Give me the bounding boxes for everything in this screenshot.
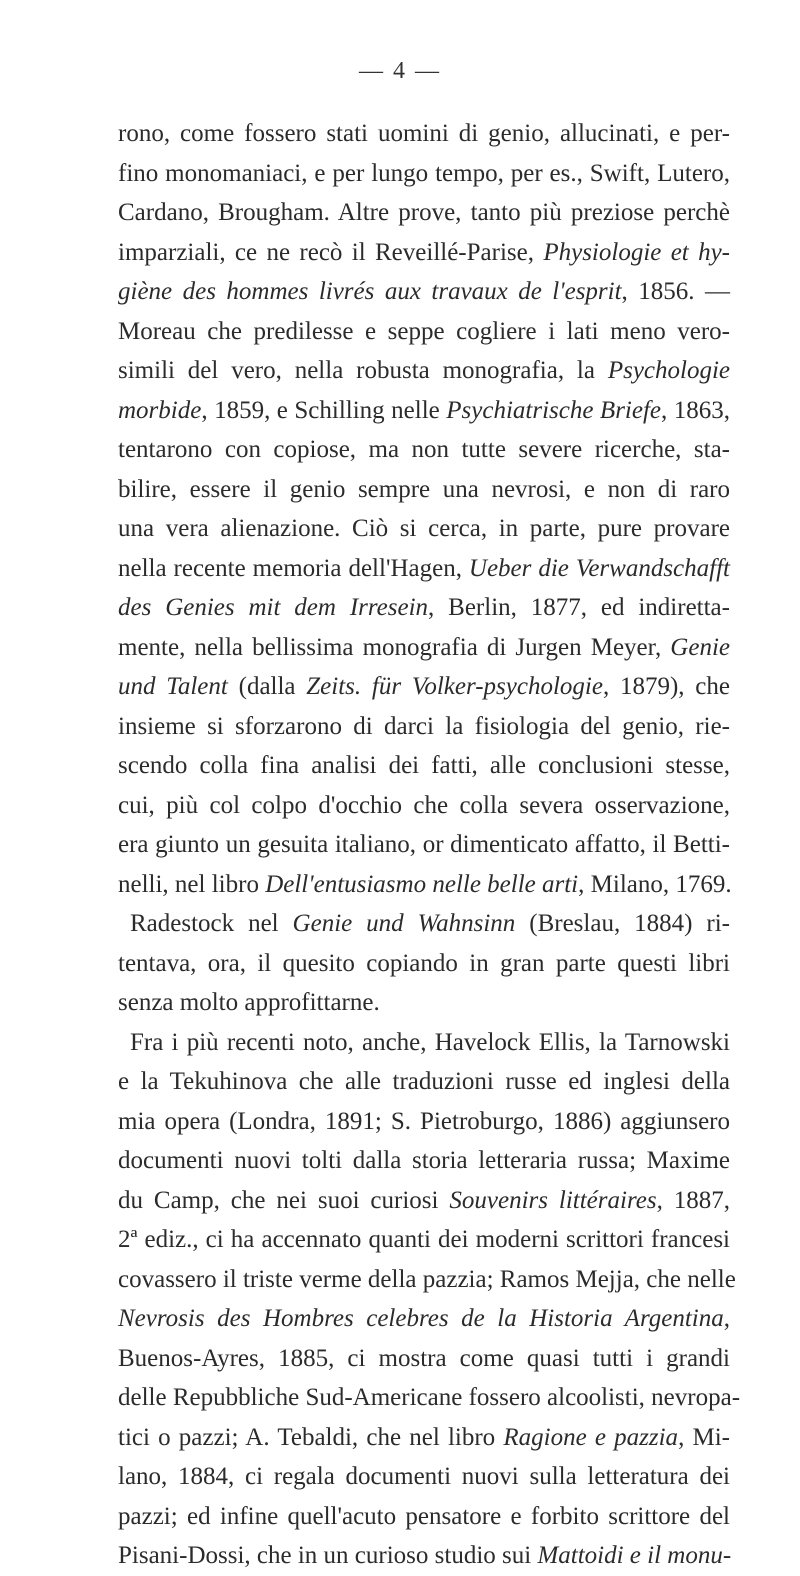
text-segment: (Breslau, 1884) ri- [515, 910, 730, 937]
text-segment: scendo colla fina analisi dei fatti, alle conclusioni stesse, [118, 752, 730, 779]
italic-title: Nevrosis des Hombres celebres de la Historia Argentina [118, 1305, 724, 1332]
text-segment: tici o pazzi; A. Tebaldi, che nel libro [118, 1423, 504, 1451]
text-segment: nelli, nel libro [118, 870, 266, 898]
italic-title: und Talent [118, 673, 228, 700]
italic-title: Genie [670, 633, 730, 661]
text-line [118, 351, 730, 391]
text-segment: nella recente memoria dell'Hagen, [118, 554, 469, 582]
text-line [118, 233, 730, 273]
text-line [118, 272, 730, 312]
text-segment: cui, più col colpo d'occhio che colla severa osservazione, [118, 791, 730, 819]
text-segment: imparziali, ce ne recò il Reveillé-Parise, [118, 238, 544, 266]
italic-title: des Genies mit dem Irresein [118, 594, 429, 621]
text-segment: Moreau che predilesse e seppe cogliere i lati meno vero- [118, 317, 730, 345]
text-segment: , [723, 1305, 730, 1332]
text-line [118, 1339, 730, 1379]
text-segment: du Camp, che nei suoi curiosi [118, 1186, 450, 1214]
text-line [118, 114, 730, 154]
text-segment: e la Tekuhinova che alle traduzioni russe ed inglesi della [118, 1068, 730, 1095]
italic-title: Psychologie [607, 357, 730, 384]
text-segment: lano, 1884, ci regala documenti nuovi sulla letteratura dei [118, 1463, 730, 1490]
text-segment: , 1863, [661, 396, 731, 424]
italic-title: Dell'entusiasmo nelle belle arti [265, 870, 579, 898]
text-segment: , Mi- [678, 1423, 730, 1451]
text-line [118, 1260, 736, 1300]
italic-title: morbide [118, 396, 202, 424]
text-segment: tentarono con copiose, ma non tutte severe ricerche, sta- [118, 436, 730, 463]
text-line [118, 746, 730, 786]
text-line [118, 628, 730, 668]
text-segment: , Berlin, 1877, ed indiretta- [428, 594, 730, 621]
text-segment: , 1859, e Schilling nelle [201, 396, 447, 424]
text-line [118, 1457, 730, 1497]
text-segment: Radestock nel [130, 910, 293, 937]
italic-title: Genie und Wahnsinn [292, 910, 516, 937]
text-line [118, 1497, 730, 1537]
text-segment: , 1879), che [602, 673, 730, 700]
text-line [118, 1023, 730, 1063]
text-line [118, 312, 730, 352]
text-segment: 2ª ediz., ci ha accennato quanti dei moderni scrittori francesi [118, 1226, 730, 1253]
text-segment: pazzi; ed infine quell'acuto pensatore e forbito scrittore del [118, 1502, 730, 1530]
text-segment: Fra i più recenti noto, anche, Havelock Ellis, la Tarnowski [130, 1028, 730, 1056]
italic-title: Psychiatrische Briefe [446, 396, 662, 424]
text-line [118, 1299, 730, 1339]
text-segment: Pisani-Dossi, che in un curioso studio sui [118, 1542, 538, 1569]
text-segment: una vera alienazione. Ciò si cerca, in parte, pure provare [118, 515, 730, 542]
text-line [118, 1141, 730, 1181]
text-segment: documenti nuovi tolti dalla storia letteraria russa; Maxime [118, 1147, 730, 1174]
text-line [118, 865, 730, 905]
text-line [118, 786, 730, 826]
text-segment: (dalla [227, 673, 307, 700]
text-segment: , 1887, [656, 1186, 731, 1214]
text-segment: covassero il triste verme della pazzia; Ramos Mejja, che nelle [118, 1265, 736, 1293]
text-segment: mia opera (Londra, 1891; S. Pietroburgo, 1886) aggiunsero [118, 1107, 730, 1135]
text-line [118, 193, 730, 233]
text-line [118, 983, 730, 1023]
text-segment: Buenos-Ayres, 1885, ci mostra come quasi tutti i grandi [118, 1344, 730, 1372]
text-line [118, 1220, 730, 1260]
italic-title: Ragione e pazzia [503, 1423, 679, 1451]
text-segment: tentava, ora, il quesito copiando in gran parte questi libri [118, 949, 730, 977]
page-number: — 4 — [359, 58, 441, 84]
text-segment: , 1856. — [621, 278, 730, 305]
text-line [118, 154, 730, 194]
text-segment: Cardano, Brougham. Altre prove, tanto più preziose perchè [118, 199, 730, 226]
text-line [118, 944, 730, 984]
italic-title: Physiologie et hy- [543, 238, 731, 266]
text-line [118, 549, 730, 589]
italic-title: Zeits. für Volker-psychologie [306, 673, 603, 700]
text-line [118, 825, 730, 865]
text-segment: insieme si sforzarono di darci la fisiologia del genio, rie- [118, 712, 730, 740]
text-line [118, 1181, 730, 1221]
text-segment: senza molto approfittarne. [118, 989, 380, 1016]
text-line [118, 1102, 730, 1142]
text-segment: delle Repubbliche Sud-Americane fossero alcoolisti, nevropa- [118, 1384, 741, 1411]
text-segment: fino monomaniaci, e per lungo tempo, per es., Swift, Lutero, [118, 159, 730, 187]
italic-title: Souvenirs littéraires [449, 1186, 657, 1214]
text-line [118, 1062, 730, 1102]
text-segment: simili del vero, nella robusta monografia, la [118, 357, 608, 384]
italic-title: Ueber die Verwandschafft [468, 554, 730, 582]
text-line [118, 1418, 730, 1458]
italic-title: giène des hommes livrés aux travaux de l'esprit [118, 278, 622, 305]
text-line [118, 430, 730, 470]
text-segment: mente, nella bellissima monografia di Jurgen Meyer, [118, 633, 671, 661]
text-segment: bilire, essere il genio sempre una nevrosi, e non di raro [118, 475, 730, 503]
text-line [118, 667, 730, 707]
text-segment: era giunto un gesuita italiano, or dimenticato affatto, il Betti- [118, 831, 730, 858]
text-line [118, 904, 730, 944]
body-text [118, 114, 741, 1576]
text-line [118, 470, 730, 510]
text-line [118, 707, 730, 747]
text-line [118, 509, 730, 549]
text-line [118, 1536, 730, 1576]
text-line [118, 588, 730, 628]
text-segment: rono, come fossero stati uomini di genio, allucinati, e per- [118, 120, 730, 147]
text-segment: , Milano, 1769. [578, 870, 732, 898]
text-line [118, 391, 730, 431]
italic-title: Mattoidi e il monu- [537, 1542, 732, 1569]
